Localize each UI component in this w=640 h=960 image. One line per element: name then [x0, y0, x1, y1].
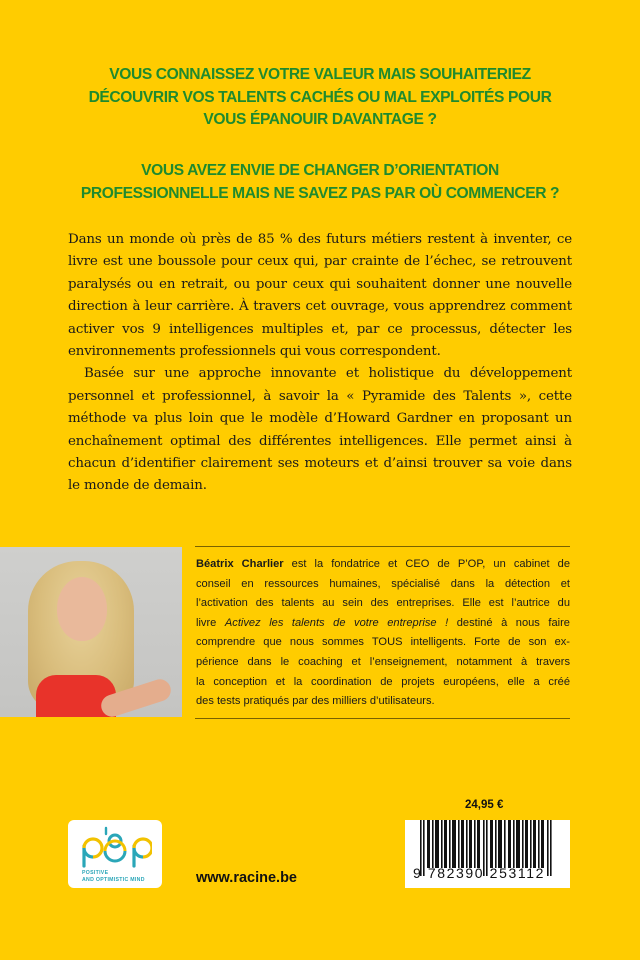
- book-blurb: [68, 229, 572, 498]
- isbn-number: 9 782390 253112: [413, 865, 545, 881]
- blurb-line: environnements professionnels qui vous correspondent.: [68, 344, 441, 360]
- divider-top: [195, 546, 570, 547]
- bio-line: des tests pratiqués par des milliers d’utilisateurs.: [196, 695, 435, 708]
- isbn-barcode: [405, 820, 570, 888]
- bio-line: Béatrix Charlier est la fondatrice et CEO de P’OP, un cabinet de: [196, 558, 570, 570]
- bio-line: conseil en ressources humaines, spécialisé dans la détection et: [196, 577, 570, 590]
- headline-line: PROFESSIONNELLE MAIS NE SAVEZ PAS PAR OÙ COMMENCER ?: [80, 184, 560, 202]
- headline-line: DÉCOUVRIR VOS TALENTS CACHÉS OU MAL EXPLOITÉS POUR: [88, 88, 552, 106]
- blurb-line: Basée sur une approche innovante et holistique du développement: [84, 366, 572, 382]
- logo-tagline: POSITIVE: [82, 870, 109, 876]
- bio-line: périence dans le coaching et l’enseignement, notamment à travers: [196, 655, 570, 668]
- book-title: Activez les talents de votre entreprise !: [224, 616, 449, 629]
- blurb-line: chacun d’identifier clairement ses moteurs et d’ainsi trouver sa voie dans: [68, 456, 572, 472]
- blurb-line: méthode va plus loin que le modèle d’Howard Gardner en proposant un: [68, 411, 572, 427]
- blurb-line: activer vos 9 intelligences multiples et, par ce processus, détecter les: [68, 321, 572, 337]
- author-name: Béatrix Charlier: [196, 558, 284, 570]
- headline-orientation: [0, 160, 640, 205]
- bio-line: livre Activez les talents de votre entreprise ! destiné à nous faire: [196, 616, 570, 629]
- pop-logo: [68, 820, 162, 888]
- author-photo: [0, 547, 182, 717]
- bio-line: la conception et la coordination de projets européens, elle a créé: [196, 675, 570, 688]
- photo-face: [57, 577, 107, 641]
- logo-tagline: AND OPTIMISTIC MIND: [82, 877, 145, 883]
- blurb-line: paralysés ou en retrait, ou pour ceux qui souhaitent donner une nouvelle: [68, 276, 572, 292]
- blurb-line: le monde de demain.: [68, 478, 207, 494]
- divider-bottom: [195, 718, 570, 719]
- headline-line: VOUS AVEZ ENVIE DE CHANGER D’ORIENTATION: [141, 162, 499, 179]
- bio-line: l’activation des talents au sein des entreprises. Elle est l’autrice du: [196, 597, 570, 610]
- headline-line: VOUS ÉPANOUIR DAVANTAGE ?: [203, 111, 437, 128]
- headline-talents: [0, 64, 640, 132]
- publisher-website[interactable]: www.racine.be: [196, 870, 297, 886]
- blurb-line: livre est une boussole pour ceux qui, par crainte de l’échec, se retrouvent: [68, 254, 572, 270]
- author-bio: [196, 555, 570, 712]
- bio-line: comprendre que nous sommes TOUS intelligents. Forte de son ex-: [196, 636, 570, 649]
- blurb-line: enchaînement optimal des différentes intelligences. Elle permet ainsi à: [68, 433, 572, 449]
- pop-logo-icon: [78, 824, 152, 870]
- blurb-line: Dans un monde où près de 85 % des futurs métiers restent à inventer, ce: [68, 232, 572, 247]
- blurb-line: personnel et professionnel, à savoir la « Pyramide des Talents », cette: [68, 388, 572, 404]
- headline-line: VOUS CONNAISSEZ VOTRE VALEUR MAIS SOUHAITERIEZ: [109, 66, 531, 83]
- price: 24,95 €: [465, 799, 504, 811]
- blurb-line: direction à leur carrière. À travers cet ouvrage, vous apprendrez comment: [68, 299, 572, 315]
